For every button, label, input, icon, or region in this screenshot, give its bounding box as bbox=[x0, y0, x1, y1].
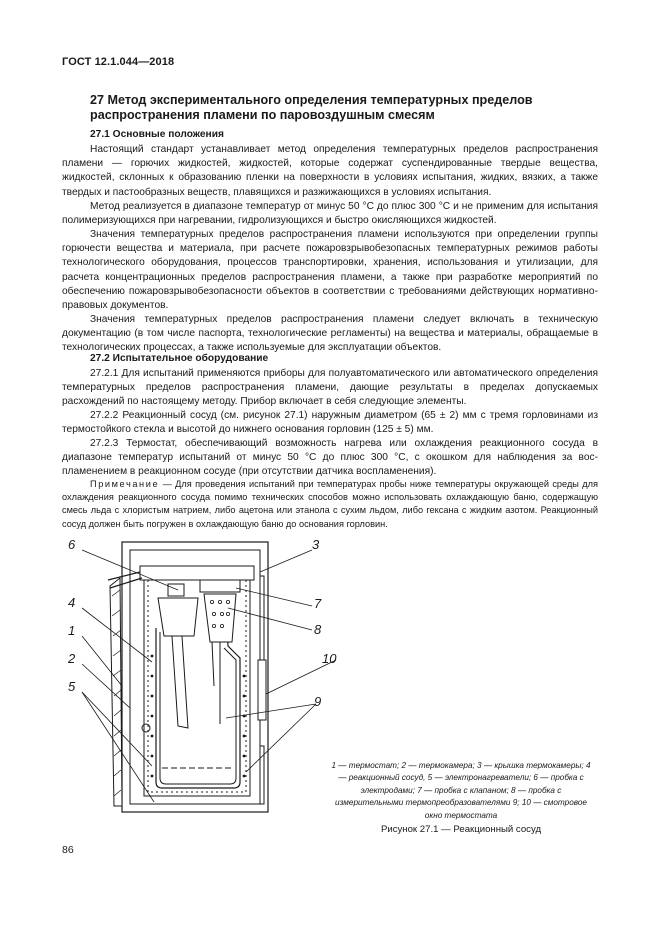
figure-label: 2 bbox=[68, 651, 76, 666]
figure-label: 8 bbox=[314, 622, 322, 637]
page-number: 86 bbox=[62, 844, 74, 856]
figure-label: 9 bbox=[314, 694, 322, 709]
paragraph: 27.2.2 Реакционный сосуд (см. рисунок 27.1) наружным диаметром (65 ± 2) мм с тремя горловинами из термостойкого стекла и высотой до нижнего основания горловин (125 ± 5) мм. bbox=[62, 410, 598, 436]
paragraph: 27.2.3 Термостат, обеспечивающий возможность нагрева или охлаждения реакционного сосуда в диапазоне температур испытаний от минус 50 °С до плюс 300 °С, с окошком для наблюдения за воспламенением в реакционном сосуде (при отсутствии датчика воспламенения). bbox=[62, 438, 598, 478]
figure-label: 10 bbox=[322, 651, 337, 666]
paragraph: Настоящий стандарт устанавливает метод определения температурных пределов распространения пламени — горючих жидкостей, жидкостей, которые содержат суспендированные твердые вещества, жидкостей, склонных к образованию пленки на поверхности в условиях испытания, жидких, вязких, а также твердых и пастообразных веществ, плавящихся и разжижающихся в условиях испытания. bbox=[62, 144, 598, 198]
paragraph: Значения температурных пределов распространения пламени используются при определении группы горючести вещества и материала, при расчете пожаровзрывобезопасных температурных режимов работы технологического оборудования, процессов транспортировки, хранения, использования и утилизации, для расчета концентрационных пределов распространения пламени, а также при разработке мероприятий по обеспечению пожаровзрывобезопасности объектов в соответствии с требованиями действующих нормативно-правовых документов. bbox=[62, 229, 598, 312]
stopper-electrodes bbox=[158, 598, 198, 636]
figure-label: 4 bbox=[68, 595, 76, 610]
chamber-lid bbox=[140, 566, 254, 580]
figure-label: 1 bbox=[68, 623, 76, 638]
figure-label: 5 bbox=[68, 679, 76, 694]
paragraph: Метод реализуется в диапазоне температур от минус 50 °С до плюс 300 °С и не применим для испытания полимеризующихся при нагревании, гидролизующихся и быстро окисляющихся жидкостей. bbox=[62, 201, 598, 227]
section-title: 27 Метод экспериментального определения температурных пределов распространения пламени по паровоздушным смесям bbox=[90, 93, 533, 122]
paragraph: Значения температурных пределов распространения пламени следует включать в техническую документацию (в том числе паспорта, технологические регламенты) на вещества и материалы, обращаемые в технологических процессах, а также используемые для эксплуатации объектов. bbox=[62, 314, 598, 354]
note bbox=[62, 478, 598, 531]
stopper-valve bbox=[204, 594, 236, 642]
figure-label: 6 bbox=[68, 537, 76, 552]
note-lead: Примечание bbox=[90, 479, 160, 489]
viewing-window bbox=[258, 660, 266, 720]
subsection-title-27-1: 27.1 Основные положения bbox=[90, 129, 224, 140]
note-text: — Для проведения испытаний при температурах пробы ниже температуры окружающей среды для охлаждения реакционного сосуда помимо технических способов можно использовать охлаждающую баню, содержащую смесь льда с хлористым натрием, либо ацетона или этанола с сухим льдом, либо гексана с жидким азотом. Реакционный сосуд должен быть погружен в охлаждающую баню до основания горловин. bbox=[62, 479, 598, 529]
figure-title: Рисунок 27.1 — Реакционный сосуд bbox=[380, 824, 542, 835]
figure-label: 3 bbox=[312, 537, 320, 552]
reaction-vessel-figure bbox=[60, 536, 350, 826]
document-header: ГОСТ 12.1.044—2018 bbox=[62, 56, 175, 68]
figure-label: 7 bbox=[314, 596, 322, 611]
subsection-title-27-2: 27.2 Испытательное оборудование bbox=[90, 353, 269, 364]
figure-legend: 1 — термостат; 2 — термокамера; 3 — крышка термокамеры; 4 — реакционный сосуд, 5 — электронагреватели; 6 — пробка с электродами; 7 — пробка с клапаном; 8 — пробка с измерительными термопреобразователями 9; 10 — смотровое окно термостата bbox=[331, 761, 591, 820]
paragraph: 27.2.1 Для испытаний применяются приборы для полуавтоматического или автоматического определения температурных пределов распространения пламени, дающие результаты в пределах допускаемых расхождений по настоящему методу. Прибор включает в себя следующие элементы. bbox=[62, 368, 598, 408]
